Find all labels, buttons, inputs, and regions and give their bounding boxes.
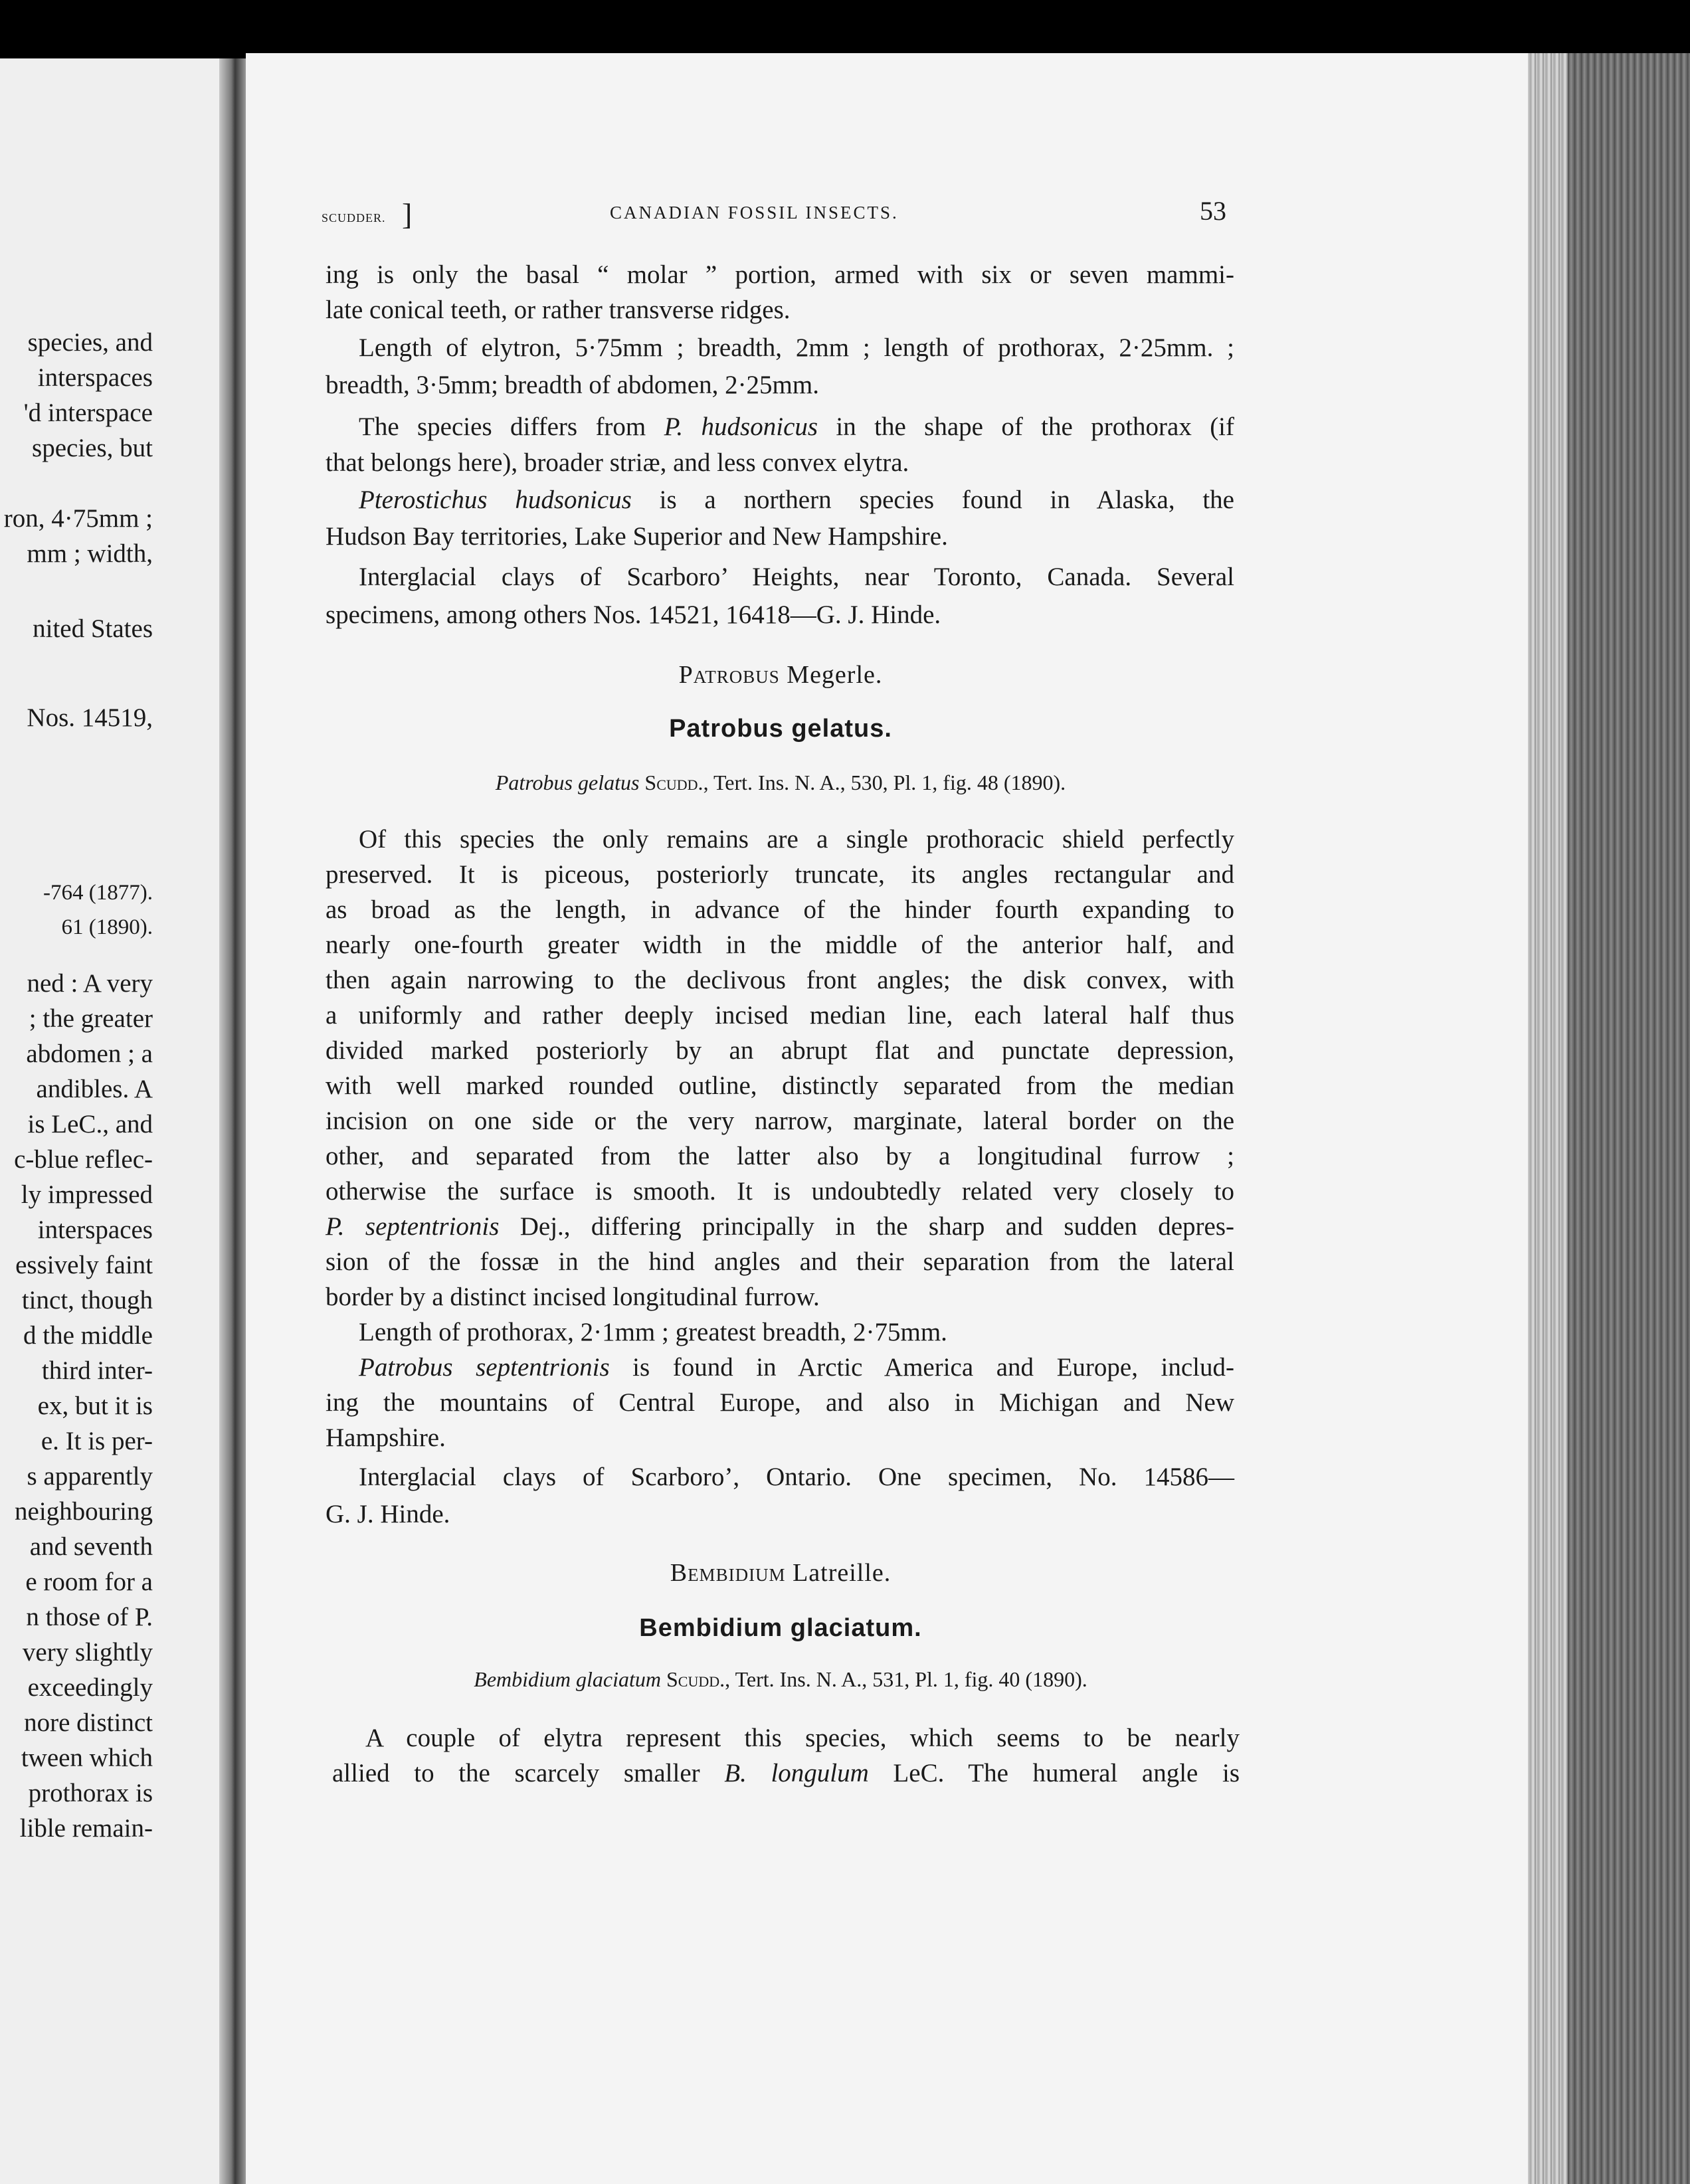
left-line: very slightly: [22, 1638, 153, 1667]
left-line: -764 (1877).: [43, 881, 153, 905]
left-line: interspaces: [37, 363, 153, 392]
citation: Patrobus gelatus Scudd., Tert. Ins. N. A., 530, Pl. 1, fig. 48 (1890).: [495, 771, 1066, 794]
running-head-bracket: ]: [402, 197, 415, 231]
text-line: Of this species the only remains are a single prothoracic shield perfectly: [359, 825, 1234, 854]
text-line: ing the mountains of Central Europe, and also in Michigan and New: [326, 1388, 1234, 1417]
left-line: species, but: [32, 434, 153, 462]
book-gutter: [219, 58, 246, 2184]
left-line: essively faint: [15, 1251, 153, 1279]
left-line: c-blue reflec-: [14, 1145, 153, 1174]
text-line: a uniformly and rather deeply incised median line, each lateral half thus: [326, 1001, 1234, 1030]
species-heading: Bembidium glaciatum.: [639, 1614, 922, 1642]
left-line: is LeC., and: [27, 1110, 153, 1138]
species-heading: Patrobus gelatus.: [669, 715, 892, 743]
left-line: ron, 4·75mm ;: [3, 504, 153, 533]
text-line: Interglacial clays of Scarboro’, Ontario. One specimen, No. 14586—: [359, 1463, 1234, 1491]
text-line: The species differs from P. hudsonicus in the shape of the prothorax (if: [359, 412, 1235, 441]
left-line: d the middle: [23, 1321, 153, 1350]
left-line: interspaces: [37, 1216, 153, 1244]
left-line: ly impressed: [21, 1180, 153, 1209]
text-line: G. J. Hinde.: [326, 1500, 450, 1528]
text-line: sion of the fossæ in the hind angles and their separation from the lateral: [326, 1247, 1234, 1276]
citation: Bembidium glaciatum Scudd., Tert. Ins. N. A., 531, Pl. 1, fig. 40 (1890).: [474, 1667, 1087, 1691]
text-line: Patrobus septentrionis is found in Arctic America and Europe, includ-: [359, 1353, 1234, 1382]
left-line: neighbouring: [15, 1497, 153, 1526]
left-line: andibles. A: [36, 1075, 153, 1103]
text-line: nearly one-fourth greater width in the middle of the anterior half, and: [326, 931, 1234, 959]
text-line: Interglacial clays of Scarboro’ Heights, near Toronto, Canada. Several: [359, 563, 1234, 591]
left-line: 61 (1890).: [61, 915, 153, 939]
text-line: that belongs here), broader striæ, and less convex elytra.: [326, 448, 909, 477]
left-line: abdomen ; a: [26, 1040, 153, 1068]
text-line: allied to the scarcely smaller B. longulum LeC. The humeral angle is: [332, 1759, 1240, 1787]
left-line: tinct, though: [21, 1286, 153, 1315]
text-line: P. septentrionis Dej., differing principally in the sharp and sudden depres-: [326, 1212, 1234, 1241]
text-line: otherwise the surface is smooth. It is undoubtedly related very closely to: [326, 1177, 1234, 1206]
left-line: e. It is per-: [41, 1427, 153, 1455]
left-line: prothorax is: [28, 1779, 153, 1807]
page-number: 53: [1200, 196, 1226, 226]
left-line: s apparently: [27, 1462, 153, 1491]
text-line: preserved. It is piceous, posteriorly truncate, its angles rectangular and: [326, 860, 1234, 889]
text-line: Hampshire.: [326, 1423, 446, 1452]
text-line: other, and separated from the latter also by a longitudinal furrow ;: [326, 1142, 1234, 1170]
left-line: third inter-: [41, 1356, 153, 1385]
text-line: Hudson Bay territories, Lake Superior and New Hampshire.: [326, 522, 948, 551]
left-line: ex, but it is: [37, 1392, 153, 1420]
left-line: ; the greater: [29, 1004, 153, 1033]
text-line: with well marked rounded outline, distinctly separated from the median: [326, 1071, 1234, 1100]
text-line: as broad as the length, in advance of the hinder fourth expanding to: [326, 895, 1234, 924]
left-line: 'd interspace: [23, 399, 153, 427]
genus-heading: Patrobus Megerle.: [678, 661, 883, 689]
left-line: species, and: [27, 328, 153, 357]
left-line: and seventh: [29, 1532, 153, 1561]
text-line: divided marked posteriorly by an abrupt flat and punctate depression,: [326, 1036, 1234, 1065]
text-line: ing is only the basal “ molar ” portion, armed with six or seven mammi-: [326, 260, 1234, 289]
page-edges-shadow: [1568, 53, 1690, 2184]
running-head-title: CANADIAN FOSSIL INSECTS.: [610, 203, 899, 223]
text-line: Length of prothorax, 2·1mm ; greatest breadth, 2·75mm.: [359, 1318, 947, 1346]
text-line: late conical teeth, or rather transverse ridges.: [326, 296, 791, 324]
left-page: [0, 58, 219, 2184]
left-line: tween which: [21, 1744, 153, 1772]
left-line: n those of P.: [26, 1603, 153, 1631]
text-line: breadth, 3·5mm; breadth of abdomen, 2·25mm.: [326, 371, 819, 399]
left-line: Nos. 14519,: [27, 703, 153, 732]
genus-heading: Bembidium Latreille.: [670, 1559, 892, 1587]
text-line: Pterostichus hudsonicus is a northern species found in Alaska, the: [359, 486, 1234, 514]
left-line: mm ; width,: [27, 539, 153, 568]
text-line: then again narrowing to the declivous front angles; the disk convex, with: [326, 966, 1234, 994]
left-line: nore distinct: [24, 1708, 153, 1737]
text-line: border by a distinct incised longitudinal furrow.: [326, 1283, 820, 1311]
text-line: A couple of elytra represent this species, which seems to be nearly: [365, 1724, 1240, 1752]
text-line: Length of elytron, 5·75mm ; breadth, 2mm ; length of prothorax, 2·25mm. ;: [359, 333, 1234, 362]
running-head-author: SCUDDER.: [322, 211, 386, 225]
left-line: exceedingly: [27, 1673, 153, 1702]
left-line: e room for a: [25, 1568, 153, 1596]
left-line: nited States: [33, 614, 153, 643]
left-line: lible remain-: [19, 1814, 153, 1843]
text-line: specimens, among others Nos. 14521, 16418—G. J. Hinde.: [326, 600, 941, 629]
left-line: ned : A very: [27, 969, 153, 998]
text-line: incision on one side or the very narrow, marginate, lateral border on the: [326, 1107, 1234, 1135]
